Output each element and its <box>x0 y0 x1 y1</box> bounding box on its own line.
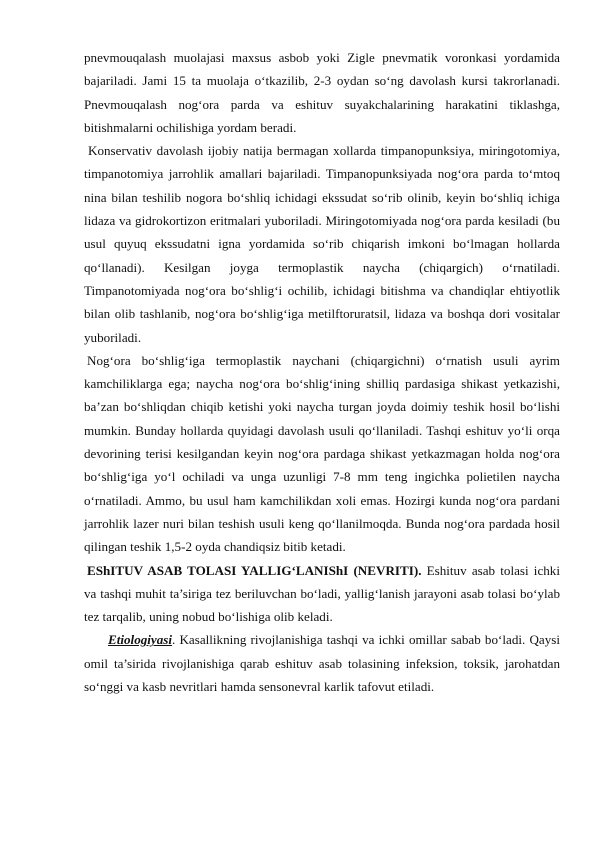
section-heading-neuritis: EShITUV ASAB TOLASI YALLIG‘LANIShI (NEVRITI). <box>87 562 422 578</box>
term-etiology: Etiologiyasi <box>108 632 173 648</box>
document-page <box>84 46 560 698</box>
etiology-description: . Kasallikning rivojlanishiga tashqi va ichki omillar sabab bo‘ladi. Qaysi omil ta’sirida rivojlanishiga qarab eshituv asab tolasining infeksion, toksik, jarohatdan so‘nggi va kasb nevritlari hamda sensonevral karlik tafovut etiladi. <box>84 632 560 695</box>
paragraph-drainage-tube: Nog‘ora bo‘shlig‘iga termoplastik naychani (chiqargichni) o‘rnatish usuli ayrim kamchiliklarga ega; naycha nog‘ora bo‘shlig‘ining shilliq pardasiga shikast yetkazishi, ba’zan bo‘shliqdan chiqib ketishi yoki naycha turgan joyda doimiy teshik hosil bo‘lishi mumkin. Bunday hollarda quyidagi davolash usuli qo‘llaniladi. Tashqi eshituv yo‘li orqa devorining terisi kesilgandan keyin nog‘ora pardaga shikast yetkazmagan holda nog‘ora bo‘shlig‘iga yo‘l ochiladi va unga uzunligi 7-8 mm teng ingichka polietilen naycha o‘rnatiladi. Ammo, bu usul ham kamchilikdan xoli emas. Hozirgi kunda nog‘ora pardani jarrohlik lazer nuri bilan teshish usuli keng qo‘llanilmoqda. Bunda nog‘ora pardada hosil qilingan teshik 1,5-2 oyda chandiqsiz bitib ketadi. <box>84 352 560 555</box>
neuritis-description: Eshituv asab tolasi ichki va tashqi muhit ta’siriga tez beriluvchan bo‘ladi, yallig‘lanish jarayoni asab tolasi bo‘ylab tez tarqalib, uning nobud bo‘lishiga olib keladi. <box>84 562 560 625</box>
paragraph-neuritis <box>84 559 560 629</box>
paragraph-pneumomassage: pnevmouqalash muolajasi maxsus asbob yoki Zigle pnevmatik voronkasi yordamida bajariladi. Jami 15 ta muolaja o‘tkazilib, 2-3 oydan so‘ng davolash kursi takrorlanadi. Pnevmouqalash nog‘ora parda va eshituv suyakchalarining harakatini tiklashga, bitishmalarni ochilishiga yordam beradi. <box>84 50 560 135</box>
paragraph-etiology <box>84 628 560 698</box>
paragraph-surgical-treatment: Konservativ davolash ijobiy natija bermagan xollarda timpanopunksiya, miringotomiya, timpanotomiya jarrohlik amallari bajariladi. Timpanopunksiyada nog‘ora parda to‘mtoq nina bilan teshilib nogora bo‘shliq ichidagi ekssudat so‘rib olinib, keyin bo‘shliq ichiga lidaza va gidrokortizon eritmalari yuboriladi. Miringotomiyada nog‘ora parda kesiladi (bu usul quyuq ekssudatni igna yordamida so‘rib chiqarish imkoni bo‘lmagan hollarda qo‘llanadi). Kesilgan joyga termoplastik naycha (chiqargich) o‘rnatiladi. Timpanotomiyada nog‘ora bo‘shlig‘i ochilib, ichidagi bitishma va chandiqlar ehtiyotlik bilan olib tashlanib, nog‘ora bo‘shlig‘iga metilftoruratsil, lidaza va boshqa dori vositalar yuboriladi. <box>84 143 560 345</box>
